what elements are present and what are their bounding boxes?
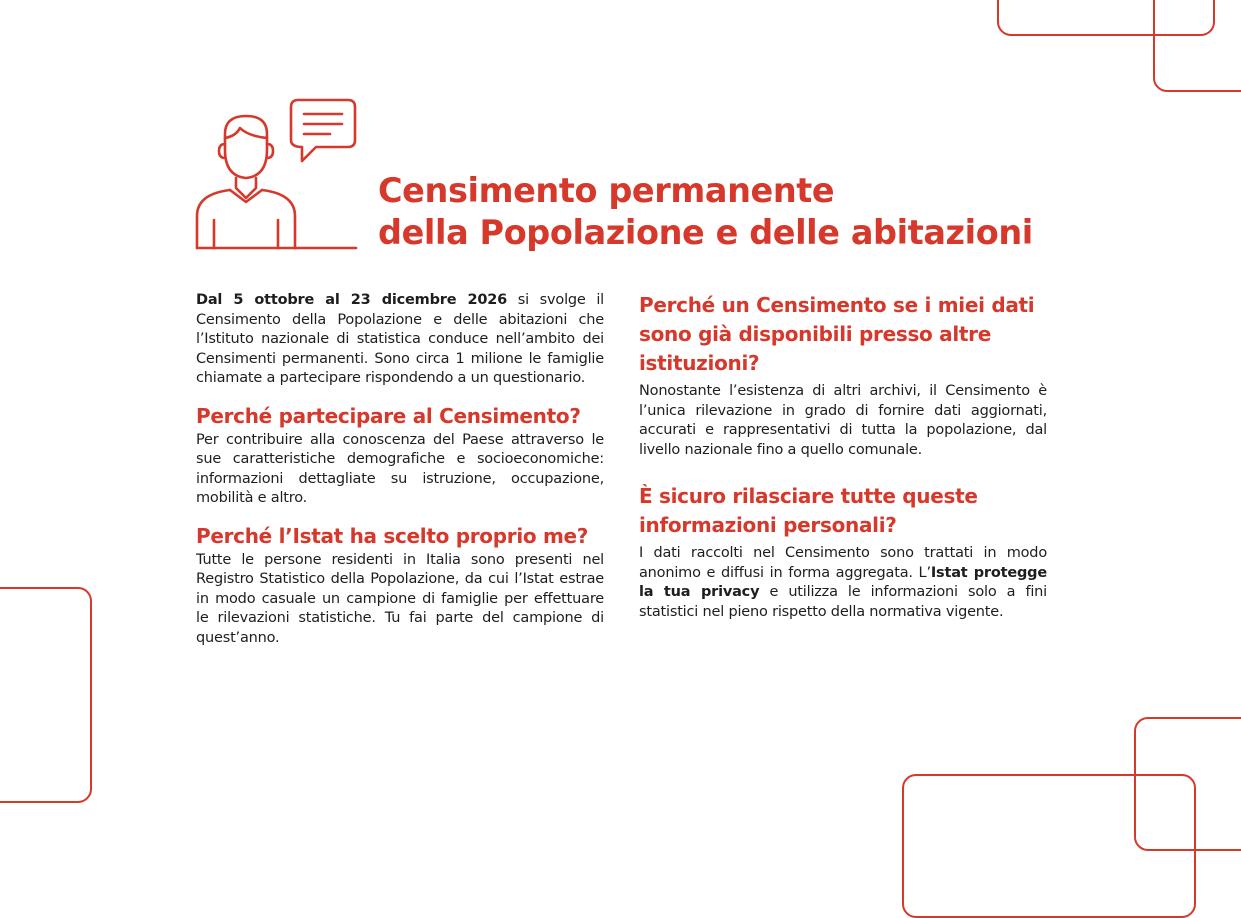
section-text-why-participate: Per contribuire alla conoscenza del Paese attraverso le sue caratteristiche demografiche e socioeconomiche: informazioni dettagliate su istruzione, occupazione, mobilità e altro. [196, 431, 604, 506]
person-speech-bubble-icon [194, 98, 360, 252]
decorative-frame-bottom-right [902, 774, 1196, 918]
section-text-why-census: Nonostante l’esistenza di altri archivi, il Censimento è l’unica rilevazione in grado di fornire dati aggiornati, accurati e rappresentativi di tutta la popolazione, dal livello nazionale fino a quello comunale. [639, 383, 1047, 458]
privacy-text-start: I dati raccolti nel Censimento sono trattati in modo anonimo e diffusi in forma aggregata. L’ [639, 545, 1047, 581]
section-heading-why-census: Perché un Censimento se i miei dati sono già disponibili presso altre istituzioni? [639, 293, 1035, 375]
right-column [639, 291, 1047, 622]
decorative-frame-left [0, 587, 92, 803]
page-title [378, 170, 1033, 254]
privacy-text-bold: Istat protegge la tua privacy [639, 564, 1047, 600]
privacy-text-end: e utilizza le informazioni solo a fini statistici nel pieno rispetto della normativa vigente. [639, 584, 1048, 620]
section-text-privacy [639, 544, 1047, 622]
intro-dates: Dal 5 ottobre al 23 dicembre 2026 [196, 292, 508, 308]
left-column [196, 291, 604, 648]
section-heading-privacy: È sicuro rilasciare tutte queste informazioni personali? [639, 484, 978, 537]
title-line-2: della Popolazione e delle abitazioni [378, 213, 1033, 252]
intro-paragraph [196, 291, 604, 389]
section-text-why-me: Tutte le persone residenti in Italia sono presenti nel Registro Statistico della Popolazione, da cui l’Istat estrae in modo casuale un campione di famiglie per effettuare le rilevazioni statistiche. Tu fai parte del campione di quest’anno. [196, 551, 604, 646]
intro-text: si svolge il Censimento della Popolazione e delle abitazioni che l’Istituto nazionale di statistica conduce nell’ambito dei Censimenti permanenti. Sono circa 1 milione le famiglie chiamate a partecipare rispondendo a un questionario. [196, 292, 605, 386]
section-heading-why-participate: Perché partecipare al Censimento? [196, 403, 581, 428]
decorative-frame-top-right-small [1153, 0, 1241, 92]
section-heading-why-me: Perché l’Istat ha scelto proprio me? [196, 523, 589, 548]
title-line-1: Censimento permanente [378, 171, 835, 210]
